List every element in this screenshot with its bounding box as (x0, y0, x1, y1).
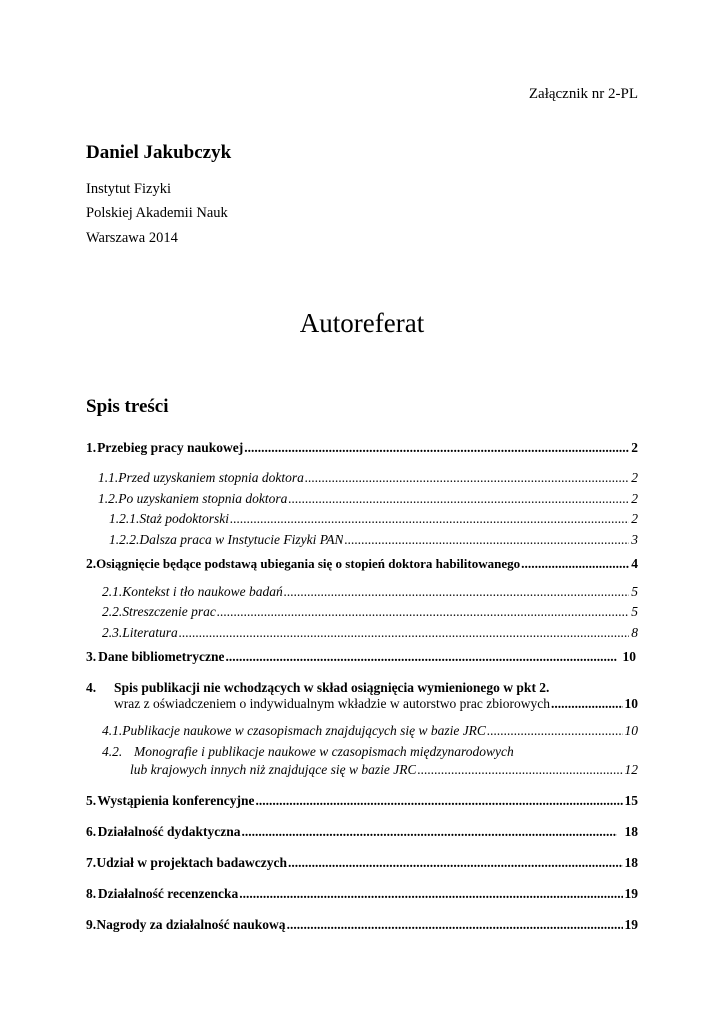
toc-label: Streszczenie prac (122, 604, 216, 619)
toc-leader (487, 723, 623, 739)
toc-entry-7[interactable] (86, 855, 638, 871)
toc-label: Staż podoktorski (139, 511, 229, 526)
toc-label: Osiągnięcie będące podstawą ubiegania się o stopień doktora habilitowanego (96, 556, 521, 571)
toc-leader (521, 556, 629, 572)
toc-leader (287, 917, 623, 933)
toc-number: 1.2.1. (109, 511, 140, 526)
toc-entry-3[interactable] (86, 649, 636, 665)
toc-page: 2 (631, 511, 638, 526)
toc-entry-4-1[interactable] (102, 723, 638, 739)
toc-number: 8. (86, 886, 97, 901)
toc-label: wraz z oświadczeniem o indywidualnym wkładzie w autorstwo prac zbiorowych (114, 696, 550, 711)
toc-leader (417, 762, 622, 778)
toc-page: 19 (624, 917, 638, 932)
toc-number: 1. (86, 440, 97, 455)
affiliation-line: Polskiej Akademii Nauk (86, 205, 228, 221)
toc-leader (217, 604, 629, 620)
toc-page: 5 (631, 584, 638, 599)
toc-entry-4-2-line1[interactable] (102, 744, 514, 760)
toc-label: Publikacje naukowe w czasopismach znajdujących się w bazie JRC (122, 723, 486, 738)
toc-label: Dane bibliometryczne (98, 649, 225, 664)
toc-entry-8[interactable] (86, 886, 638, 902)
toc-leader (288, 855, 623, 871)
toc-number: 4.2. (102, 744, 123, 759)
toc-leader (284, 584, 630, 600)
toc-entry-4[interactable] (114, 696, 638, 712)
toc-entry-1-2-2[interactable] (109, 532, 638, 548)
toc-label: Nagrody za działalność naukową (96, 917, 286, 932)
toc-number: 2.3. (102, 625, 123, 640)
toc-number: 9. (86, 917, 97, 932)
toc-entry-1[interactable] (86, 440, 638, 456)
toc-number: 2. (86, 556, 97, 571)
toc-page: 2 (631, 491, 638, 506)
document-title: Autoreferat (299, 308, 425, 338)
toc-number: 2.2. (102, 604, 123, 619)
toc-leader (179, 625, 629, 641)
toc-page: 2 (631, 470, 638, 485)
toc-leader (244, 440, 629, 456)
toc-leader (255, 793, 622, 809)
toc-label: Kontekst i tło naukowe badań (122, 584, 283, 599)
toc-page: 8 (631, 625, 638, 640)
toc-label: Wystąpienia konferencyjne (97, 793, 255, 808)
annex-label: Załącznik nr 2-PL (528, 86, 638, 102)
toc-page: 12 (624, 762, 638, 777)
toc-number: 6. (86, 824, 97, 839)
toc-leader (288, 491, 629, 507)
toc-page: 10 (624, 723, 638, 738)
toc-leader (305, 470, 629, 486)
affiliation-line: Warszawa 2014 (86, 230, 178, 246)
toc-label: Po uzyskaniem stopnia doktora (118, 491, 288, 506)
toc-page: 5 (631, 604, 638, 619)
toc-label: Działalność recenzencka (97, 886, 239, 901)
toc-entry-9[interactable] (86, 917, 638, 933)
toc-heading: Spis treści (86, 396, 169, 417)
toc-page: 10 (624, 696, 638, 711)
toc-page: 10 (622, 649, 636, 664)
affiliation-line: Instytut Fizyki (86, 181, 171, 197)
toc-page: 3 (631, 532, 638, 547)
toc-label: Monografie i publikacje naukowe w czasopismach międzynarodowych (134, 744, 514, 759)
toc-entry-1-2[interactable] (98, 491, 638, 507)
toc-page: 19 (624, 886, 638, 901)
toc-leader (344, 532, 629, 548)
toc-label: Dalsza praca w Instytucie Fizyki PAN (139, 532, 344, 547)
toc-entry-2[interactable] (86, 556, 638, 572)
toc-leader (230, 511, 629, 527)
toc-number: 1.2. (98, 491, 119, 506)
toc-label: Działalność dydaktyczna (97, 824, 241, 839)
toc-label: Przebieg pracy naukowej (97, 440, 244, 455)
toc-entry-2-1[interactable] (102, 584, 638, 600)
toc-entry-4-2[interactable] (130, 762, 638, 778)
toc-number: 4. (86, 680, 97, 695)
toc-leader (551, 696, 623, 712)
toc-label: lub krajowych innych niż znajdujące się w bazie JRC (130, 762, 417, 777)
toc-number: 1.2.2. (109, 532, 140, 547)
toc-entry-5[interactable] (86, 793, 638, 809)
toc-entry-2-3[interactable] (102, 625, 638, 641)
toc-page: 18 (624, 824, 638, 839)
toc-entry-2-2[interactable] (102, 604, 638, 620)
toc-number: 3. (86, 649, 97, 664)
toc-page: 2 (631, 440, 638, 455)
toc-number: 5. (86, 793, 97, 808)
toc-entry-1-1[interactable] (98, 470, 638, 486)
toc-label: Spis publikacji nie wchodzących w skład osiągnięcia wymienionego w pkt 2. (114, 680, 550, 695)
toc-number: 4.1. (102, 723, 123, 738)
toc-entry-1-2-1[interactable] (109, 511, 638, 527)
toc-number: 2.1. (102, 584, 123, 599)
toc-label: Przed uzyskaniem stopnia doktora (118, 470, 304, 485)
toc-page: 18 (624, 855, 638, 870)
toc-leader (242, 824, 617, 840)
toc-entry-4-line1[interactable] (86, 680, 549, 696)
toc-page: 15 (624, 793, 638, 808)
toc-entry-6[interactable] (86, 824, 638, 840)
toc-label: Literatura (122, 625, 178, 640)
author-name: Daniel Jakubczyk (86, 142, 232, 163)
toc-leader (225, 649, 616, 665)
toc-leader (239, 886, 622, 902)
toc-number: 7. (86, 855, 97, 870)
toc-number: 1.1. (98, 470, 119, 485)
toc-label: Udział w projektach badawczych (96, 855, 287, 870)
toc-page: 4 (631, 556, 638, 571)
